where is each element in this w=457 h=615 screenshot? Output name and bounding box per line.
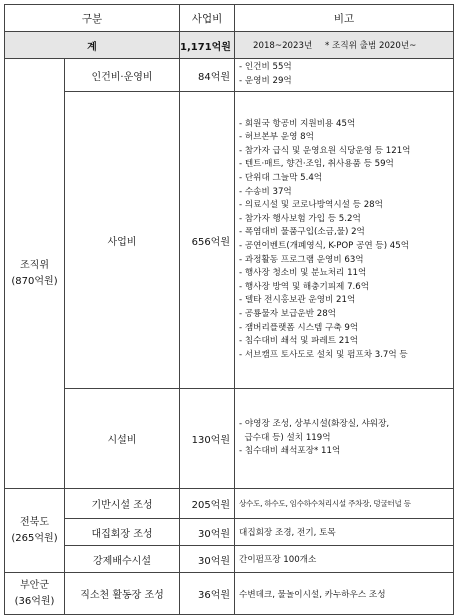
org-project-notes-list (239, 118, 449, 363)
header-notes: 비고 (235, 5, 454, 32)
province-group-cell (5, 489, 65, 573)
province-item-label: 강제배수시설 (65, 546, 180, 573)
note-line: - 폭염대비 물품구입(소금,물) 2억 (239, 227, 365, 238)
county-name: 부안군 (20, 579, 49, 591)
province-item-label: 기반시설 조성 (65, 489, 180, 519)
note-line: - 회원국 항공비 지원비용 45억 (239, 118, 356, 129)
header-budget: 사업비 (180, 5, 235, 32)
note-line: - 의료시설 및 코로나방역시설 등 28억 (239, 200, 383, 211)
header-category: 구분 (5, 5, 180, 32)
note-line: - 허브본부 운영 8억 (239, 132, 314, 143)
org-personnel-notes (235, 59, 454, 92)
province-name: 전북도 (20, 516, 49, 528)
org-project-budget: 656억원 (180, 92, 235, 389)
province-item-budget: 205억원 (180, 489, 235, 519)
county-row (5, 573, 454, 615)
note-line: 급수대 등) 설치 119억 (239, 432, 331, 443)
org-project-label: 사업비 (65, 92, 180, 389)
county-group-cell (5, 573, 65, 615)
org-personnel-notes-list (239, 61, 449, 88)
total-period: 2018~2023년 (253, 41, 313, 51)
note-line: - 침수대비 쇄석 및 파레트 21억 (239, 336, 359, 347)
province-row-3 (5, 546, 454, 573)
province-item-budget: 30억원 (180, 519, 235, 546)
note-line: - 야영장 조성, 상부시설(화장실, 샤워장, (239, 419, 390, 430)
total-row (5, 32, 454, 59)
org-personnel-label: 인건비·운영비 (65, 59, 180, 92)
org-personnel-row (5, 59, 454, 92)
note-line: - 참가자 급식 및 운영요원 식당운영 등 121억 (239, 145, 411, 156)
note-line: - 침수대비 쇄석포장* 11억 (239, 446, 341, 457)
note-line: - 잼버리플랫폼 시스템 구축 9억 (239, 322, 359, 333)
note-line: - 공연이벤트(개폐영식, K-POP 공연 등) 45억 (239, 241, 410, 251)
province-amount: (265억원) (11, 532, 58, 544)
org-facility-row (5, 389, 454, 489)
province-row-1 (5, 489, 454, 519)
org-facility-label: 시설비 (65, 389, 180, 489)
note-line: - 델타 전시홍보관 운영비 21억 (239, 295, 356, 306)
total-label: 계 (5, 32, 180, 59)
note-line: - 공룡물자 보급운반 28억 (239, 308, 336, 319)
org-group-cell (5, 59, 65, 489)
province-item-note: 대집회장 조경, 전기, 토목 (235, 519, 454, 546)
note-line: - 단위대 그늘막 5.4억 (239, 173, 323, 184)
province-row-2 (5, 519, 454, 546)
note-line: - 과정활동 프로그램 운영비 63억 (239, 254, 364, 265)
county-amount: (36억원) (14, 595, 55, 607)
header-row (5, 5, 454, 32)
org-amount: (870억원) (11, 275, 58, 287)
county-item-label: 직소천 활동장 조성 (65, 573, 180, 615)
province-item-label: 대집회장 조성 (65, 519, 180, 546)
budget-table (4, 4, 454, 615)
note-line: - 텐트·매트, 향건·조임, 취사용품 등 59억 (239, 159, 394, 170)
county-item-note: 수변데크, 물놀이시설, 카누하우스 조성 (235, 573, 454, 615)
note-line: - 참가자 행사보험 가입 등 5.2억 (239, 213, 361, 224)
note-line: - 운영비 29억 (239, 76, 292, 86)
province-item-note: 상수도, 하수도, 임수하수처리시설 주차장, 덩굴터널 등 (235, 489, 454, 519)
note-line: - 행사장 방역 및 해충기피제 7.6억 (239, 281, 370, 292)
total-note: * 조직위 출범 2020년~ (325, 41, 417, 51)
note-line: - 수송비 37억 (239, 186, 292, 197)
total-budget: 1,171억원 (180, 32, 235, 59)
org-facility-budget: 130억원 (180, 389, 235, 489)
province-item-budget: 30억원 (180, 546, 235, 573)
org-personnel-budget: 84억원 (180, 59, 235, 92)
org-project-notes (235, 92, 454, 389)
note-line: - 인건비 55억 (239, 62, 292, 73)
note-line: - 서브캠프 토사도로 설치 및 펌프차 3.7억 등 (239, 349, 408, 360)
org-project-row (5, 92, 454, 389)
county-item-budget: 36억원 (180, 573, 235, 615)
org-name: 조직위 (20, 259, 49, 271)
org-facility-notes-list (239, 418, 449, 459)
province-item-note: 간이펌프장 100개소 (235, 546, 454, 573)
total-notes (235, 32, 454, 59)
note-line: - 행사장 청소비 및 분뇨처리 11억 (239, 268, 367, 279)
org-facility-notes (235, 389, 454, 489)
